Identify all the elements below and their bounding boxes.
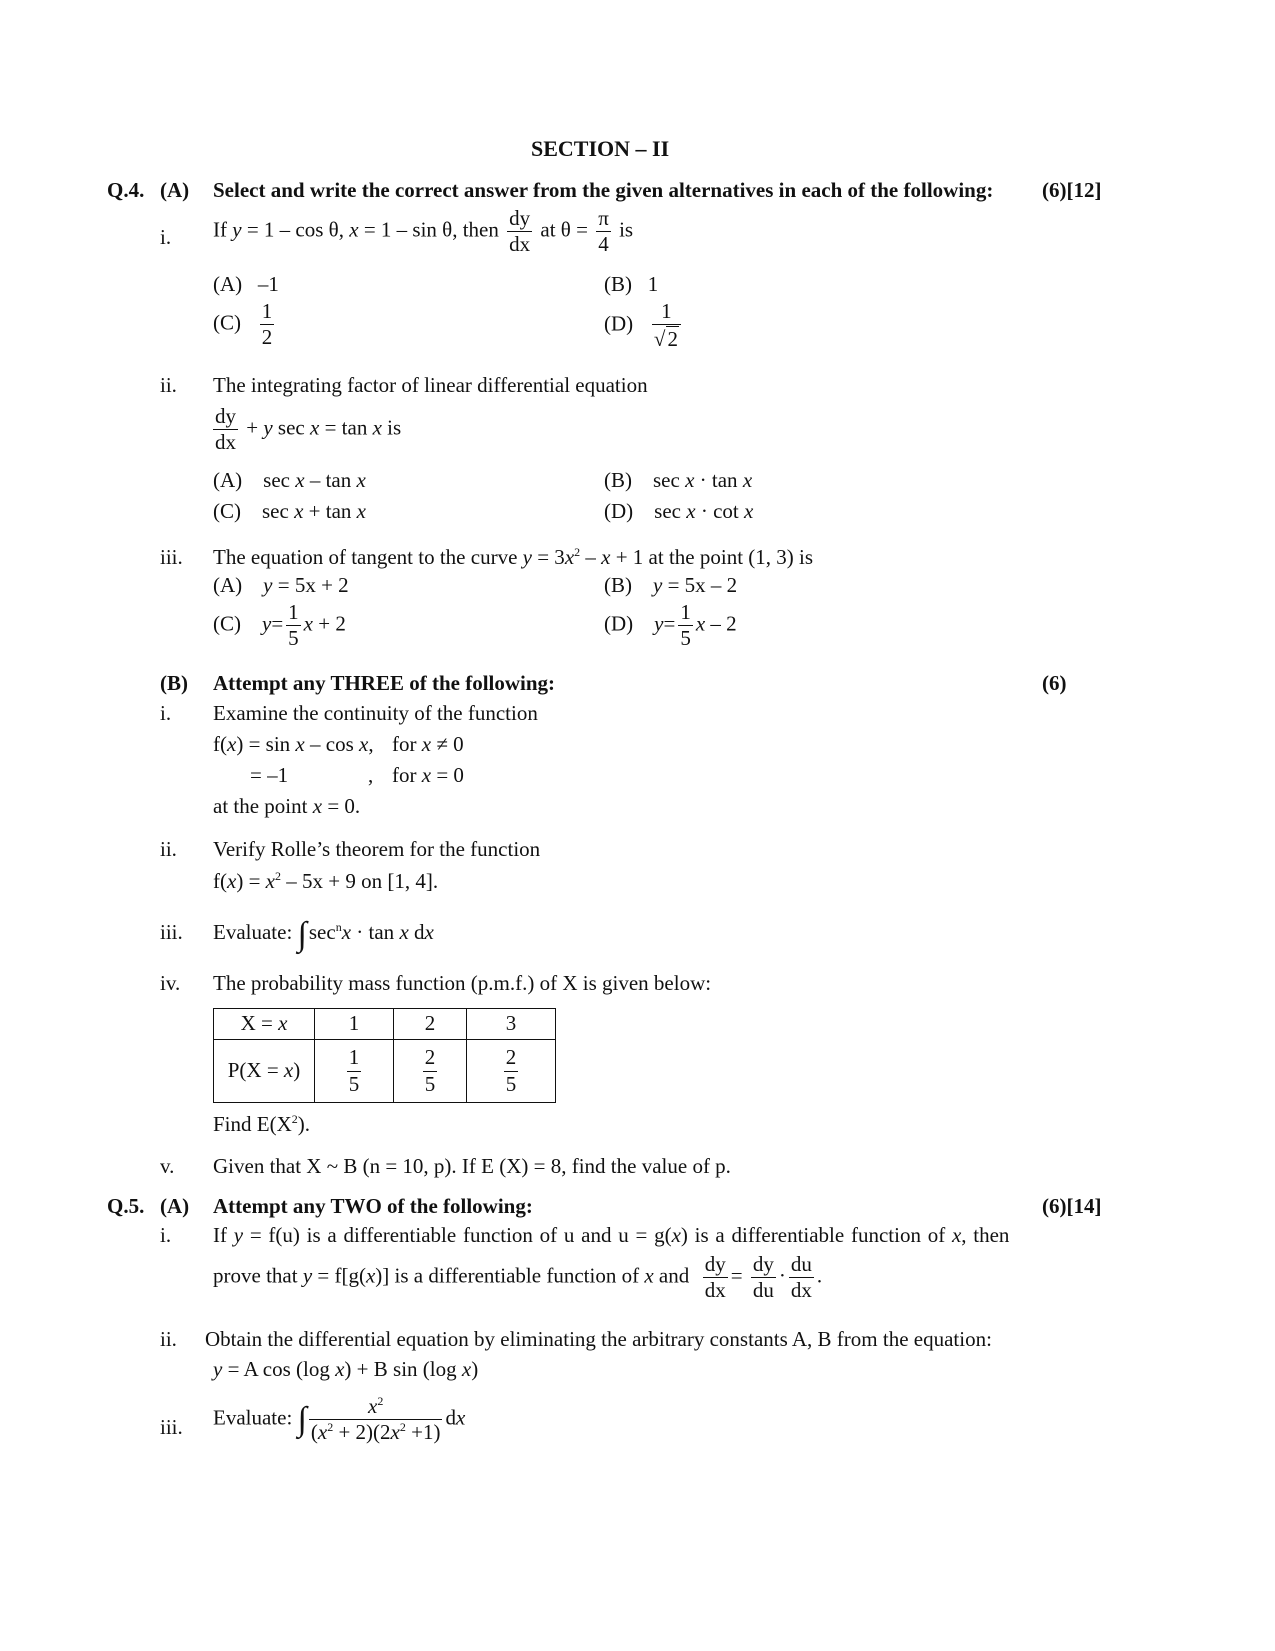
q4-partA-label: (A) — [160, 178, 190, 202]
pmf-x-value: 2 — [394, 1009, 467, 1040]
q4b-i-eq2: = –1 — [250, 763, 289, 787]
q4-partA-instruction: Select and write the correct answer from the given alternatives in each of the following: — [213, 178, 994, 202]
q5a-ii-line2: y = A cos (log x) + B sin (log x) — [213, 1357, 479, 1381]
integrand-fraction: $\frac{x^2}{(x^2 + 2)(2x^2 +1)}$ — [310, 1394, 441, 1445]
q4b-i-eq1: f(x) = sin x – cos x, — [213, 732, 374, 756]
q4a-i-option-d: (D) $\frac{1}{√2}$ — [604, 300, 684, 351]
q5a-ii-num: ii. — [160, 1327, 177, 1351]
q4b-v-num: v. — [160, 1154, 175, 1178]
q4a-i-option-a: (A) –1 — [213, 272, 279, 296]
q4b-i-line1: Examine the continuity of the function — [213, 701, 538, 725]
q4b-i-line-end: at the point x = 0. — [213, 794, 361, 818]
q4a-ii-option-b: (B) sec x · tan x — [604, 468, 753, 492]
q5-partA-label: (A) — [160, 1194, 190, 1218]
integral-sign: ∫ — [297, 916, 307, 953]
pmf-p-value: $\frac{2}{5}$ — [394, 1040, 467, 1103]
q4a-ii-num: ii. — [160, 373, 177, 397]
q4a-i-option-c: (C) $\frac{1}{2}$ — [213, 299, 273, 350]
integral-sign: ∫ — [297, 1401, 307, 1439]
pi-over-4-fraction: $\frac{\pi}{4}$ — [598, 206, 609, 257]
q4-partA-marks: (6)[12] — [1042, 178, 1102, 202]
q4a-iii-option-a: (A) y = 5x + 2 — [213, 573, 349, 597]
q5a-iii-evaluate: Evaluate: ∫ $\frac{x^2}{(x^2 + 2)(2x^2 +1)}$ dx — [213, 1394, 466, 1445]
q5-partA-marks: (6)[14] — [1042, 1194, 1102, 1218]
q4b-iii-num: iii. — [160, 920, 183, 944]
q4b-iv-num: iv. — [160, 971, 181, 995]
pmf-p-value: $\frac{2}{5}$ — [467, 1040, 556, 1103]
section-title: SECTION – II — [531, 136, 670, 161]
q4-partB-label: (B) — [160, 671, 188, 695]
chain-rule-dy-dx: $\frac{dy}{dx}$ — [704, 1252, 726, 1303]
q4b-ii-eq: $f(x) = x^2 - 5x + 9$ on [1, 4]. — [213, 869, 439, 893]
q4b-i-cond1: for x ≠ 0 — [392, 732, 464, 756]
q5a-i-line1: If y = f(u) is a differentiable function of u and u = g(x) is a differentiable function of x, then — [213, 1223, 1010, 1247]
pmf-header-x: X = x — [214, 1009, 315, 1040]
q4a-iii-option-d: (D) y= $\frac{1}{5}$ x – 2 — [604, 600, 737, 651]
q4a-iii-option-c: (C) y= $\frac{1}{5}$ x + 2 — [213, 600, 346, 651]
q4b-ii-line1: Verify Rolle’s theorem for the function — [213, 837, 541, 861]
q4a-ii-option-a: (A) sec x – tan x — [213, 468, 366, 492]
q4a-iii-option-b: (B) y = 5x – 2 — [604, 573, 738, 597]
pmf-header-p: P(X = x) — [214, 1040, 315, 1103]
q4-partB-instruction: Attempt any THREE of the following: — [213, 671, 556, 695]
q5a-i-num: i. — [160, 1223, 172, 1247]
q4b-v-text: Given that X ~ B (n = 10, p). If E (X) = 8, find the value of p. — [213, 1154, 731, 1178]
q4a-i-question: If y = 1 – cos θ, x = 1 – sin θ, then $\frac{dy}{dx}$ at θ = $\frac{\pi}{4}$ is — [213, 206, 634, 257]
q4-label: Q.4. — [107, 178, 145, 202]
q5a-i-line2: prove that y = f[g(x)] is a differentiable function of x and $\frac{dy}{dx}$ = $\frac{dy}{du}$ · $\frac{du}{dx}$ . — [213, 1252, 823, 1303]
q5a-ii-line1: Obtain the differential equation by eliminating the arbitrary constants A, B from the equation: — [205, 1327, 992, 1351]
q5-label: Q.5. — [107, 1194, 145, 1218]
chain-rule-dy-du: $\frac{dy}{du}$ — [752, 1252, 774, 1303]
q4b-iii-evaluate: Evaluate: $\int\sec^nx \cdot \tan x$ dx — [213, 916, 434, 953]
q4a-iii-question: The equation of tangent to the curve $y = 3x^2 - x + 1$ at the point (1, 3) is — [213, 545, 814, 569]
q4b-iv-line1: The probability mass function (p.m.f.) of X is given below: — [213, 971, 712, 995]
q4b-i-num: i. — [160, 701, 172, 725]
q4a-ii-equation: $\frac{dy}{dx}$ + y sec x = tan x is — [215, 404, 402, 455]
q4b-iv-find: Find $E(X^2)$. — [213, 1112, 310, 1136]
pmf-x-value: 1 — [315, 1009, 394, 1040]
q4b-i-comma: , — [368, 763, 374, 787]
chain-rule-du-dx: $\frac{du}{dx}$ — [790, 1252, 812, 1303]
q5-partA-instruction: Attempt any TWO of the following: — [213, 1194, 533, 1218]
pmf-x-value: 3 — [467, 1009, 556, 1040]
q4a-i-num: i. — [160, 225, 172, 249]
q4b-ii-num: ii. — [160, 837, 177, 861]
q5a-iii-num: iii. — [160, 1415, 183, 1439]
q4a-i-option-b: (B) 1 — [604, 272, 659, 296]
q4b-i-cond2: for x = 0 — [392, 763, 464, 787]
q4-partB-marks: (6) — [1042, 671, 1067, 695]
q4a-ii-option-c: (C) sec x + tan x — [213, 499, 366, 523]
q4a-iii-num: iii. — [160, 545, 183, 569]
pmf-table — [213, 1008, 556, 1103]
pmf-p-value: $\frac{1}{5}$ — [315, 1040, 394, 1103]
dy-dx-fraction: $\frac{dy}{dx}$ — [509, 206, 531, 257]
q4a-ii-option-d: (D) sec x · cot x — [604, 499, 754, 523]
q4a-ii-line1: The integrating factor of linear differential equation — [213, 373, 648, 397]
